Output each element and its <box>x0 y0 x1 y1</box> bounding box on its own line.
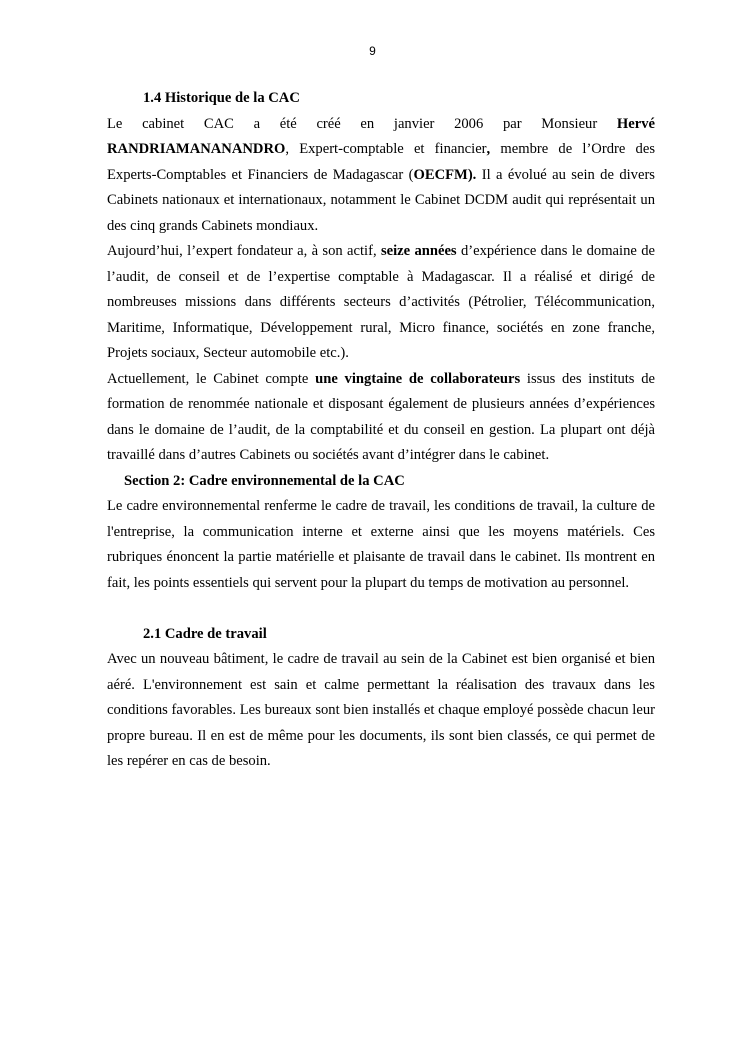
text-run: membre de l’Ordre des Experts-Comptables et Financiers de Madagascar ( <box>107 141 655 183</box>
bold-comma: , <box>486 141 491 157</box>
bold-collaborateurs: une vingtaine de collaborateurs <box>315 370 521 387</box>
page-number: 9 <box>369 44 376 58</box>
paragraph-collaborateurs <box>107 367 655 469</box>
text-run: Il a évolué au sein de divers Cabinets nationaux et internationaux, notamment le Cabinet DCDM audit qui représentait un des cinq grands Cabinets mondiaux. <box>107 166 655 234</box>
paragraph-experience <box>107 239 655 367</box>
paragraph-cadre-environnemental: Le cadre environnemental renferme le cadre de travail, les conditions de travail, la culture de l'entreprise, la communication interne et externe ainsi que les moyens matériels. Ces rubriques énoncent la partie matérielle et plaisante de travail dans le cabinet. Ils montrent en fait, les points essentiels qui servent pour la plupart du temps de motivation au personnel. <box>107 498 655 591</box>
paragraph-creation <box>107 112 655 240</box>
document-body <box>107 86 655 775</box>
text-run: Le cabinet CAC a été créé en janvier 2006 par Monsieur <box>107 115 617 132</box>
paragraph-cadre-de-travail: Avec un nouveau bâtiment, le cadre de travail au sein de la Cabinet est bien organisé et bien aéré. L'environnement est sain et calme permettant la réalisation des travaux dans les conditions favorables. Les bureaux sont bien installés et chaque employé possède chacun leur propre bureau. Il en est de même pour les documents, ils sont bien classés, ce qui permet de les repérer en cas de besoin. <box>107 651 655 769</box>
heading-historique: 1.4 Historique de la CAC <box>143 90 300 106</box>
founder-name: Hervé RANDRIAMANANANDRO <box>107 115 655 157</box>
heading-section-2: Section 2: Cadre environnemental de la CAC <box>124 472 405 489</box>
text-run: Aujourd’hui, l’expert fondateur a, à son actif, <box>107 243 381 259</box>
heading-cadre-de-travail: 2.1 Cadre de travail <box>143 625 267 642</box>
bold-seize-annees: seize années <box>380 243 457 259</box>
blank-line <box>107 596 655 622</box>
text-run: Actuellement, le Cabinet compte <box>107 370 316 387</box>
text-run: d’expérience dans le domaine de l’audit, de conseil et de l’expertise comptable à Madagascar. Il a réalisé et dirigé de nombreuses missions dans différents secteurs d’activités (Pétrolier, Télécommunication, Maritime, Informatique, Développement rural, Micro finance, sociétés en zone franche, Projets sociaux, Secteur automobile etc.). <box>107 243 655 361</box>
oecfm-acronym: OECFM). <box>413 166 477 183</box>
text-run: issus des instituts de formation de renommée nationale et disposant également de plusieurs années d’expériences dans le domaine de l’audit, de la comptabilité et du conseil en gestion. La plupart ont déjà travaillé dans d’autres Cabinets ou sociétés avant d’intégrer dans le cabinet. <box>107 370 655 463</box>
text-run: , Expert-comptable et financier <box>285 141 487 157</box>
